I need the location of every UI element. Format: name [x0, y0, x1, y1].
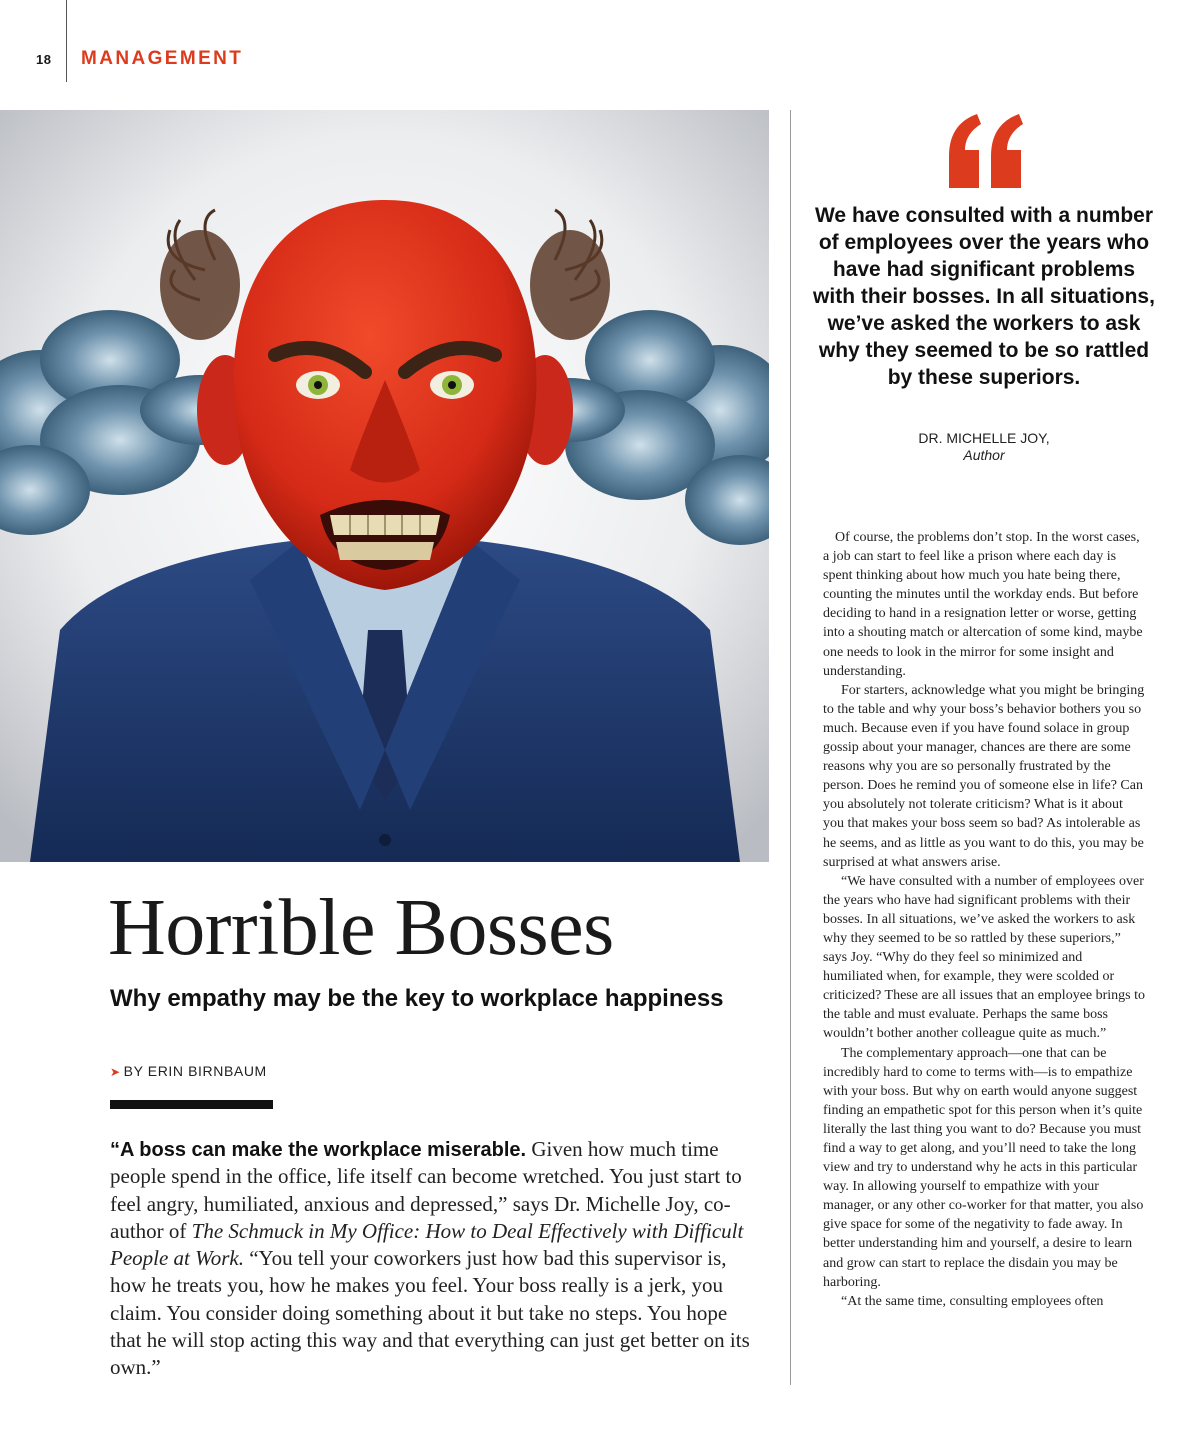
book-title: The Schmuck in My Office: How to Deal Effectively with Difficult People at Work.	[110, 1218, 744, 1271]
article-title: Horrible Bosses	[108, 884, 614, 972]
byline-text: BY ERIN BIRNBAUM	[123, 1063, 267, 1079]
article-column	[823, 528, 1145, 1311]
section-label: MANAGEMENT	[81, 48, 244, 69]
column-paragraph: For starters, acknowledge what you might be bringing to the table and why your boss’s behavior bothers you so much. Because even if you have found solace in group gossip about your manager, chances are there are some reasons why you are so personally frustrated by the person. Does he remind you of someone else in life? Can you absolutely not tolerate criticism? What is it about you that makes your boss seem so bad? As intolerable as he seems, and as little as you want to do this, you may be surprised at what answers arise.	[823, 682, 1145, 870]
pull-quote-attribution	[812, 430, 1156, 464]
byline	[110, 1063, 267, 1079]
lead-text-continued: “You tell your coworkers just how bad this supervisor is, how he treats you, how he makes you feel. Your boss really is a jerk, you claim. You consider doing something about it but take no steps. You hope that he will stop acting this way and that everything can just get better on its own.”	[110, 1246, 750, 1380]
lead-text: Given how much time people spend in the office, life itself can become wretched. You just start to feel angry, humiliated, anxious and depressed,” says Dr. Michelle Joy, co-author of	[110, 1137, 742, 1243]
column-divider	[790, 110, 791, 1385]
column-paragraph: Of course, the problems don’t stop. In the worst cases, a job can start to feel like a prison where each day is spent thinking about how much you hate being there, counting the minutes until the workday ends. But before deciding to hand in a resignation letter or worse, getting into a shouting match or altercation of some kind, maybe one needs to look in the mirror for some insight and understanding.	[823, 530, 1143, 679]
angry-boss-illustration	[0, 110, 769, 862]
header-divider	[66, 0, 67, 82]
article-subtitle: Why empathy may be the key to workplace happiness	[110, 985, 724, 1012]
column-paragraph: “We have consulted with a number of employees over the years who have had significant problems with their bosses. In all situations, we’ve asked the workers to ask why they seemed to be so rattled by these superiors,” says Joy. “Why do they feel so minimized and humiliated when, for example, they were scolded or criticized? These are all issues that an employee brings to the table and must evaluate. Perhaps the same boss wouldn’t bother another colleague quite as much.”	[823, 873, 1146, 1042]
lead-in: “A boss can make the workplace miserable.	[110, 1139, 527, 1161]
quote-mark-icon	[941, 112, 1031, 190]
attribution-role: Author	[963, 447, 1005, 463]
arrow-icon: ➤	[110, 1065, 121, 1079]
pull-quote: We have consulted with a number of employees over the years who have had significant problems with their bosses. In all situations, we’ve asked the workers to ask why they seemed to be so rattled by these superiors.	[813, 204, 1155, 389]
attribution-name: DR. MICHELLE JOY,	[918, 430, 1050, 446]
column-paragraph: “At the same time, consulting employees often	[841, 1293, 1104, 1309]
page-number: 18	[36, 52, 52, 67]
title-rule	[110, 1100, 273, 1109]
lead-paragraph	[110, 1136, 760, 1382]
column-paragraph: The complementary approach—one that can be incredibly hard to come to terms with—is to empathize with your boss. But why on earth would anyone suggest finding an empathetic spot for this person when it’s quite literally the last thing you want to do? Because you must find a way to get along, and you’ll need to take the long view and try to understand why he acts in this particular way. In allowing yourself to empathize with your manager, or any other co-worker for that matter, you also give space for some of the negativity to fade away. In better understanding him and yourself, a desire to learn and grow can start to replace the disdain you may be harboring.	[823, 1045, 1144, 1290]
